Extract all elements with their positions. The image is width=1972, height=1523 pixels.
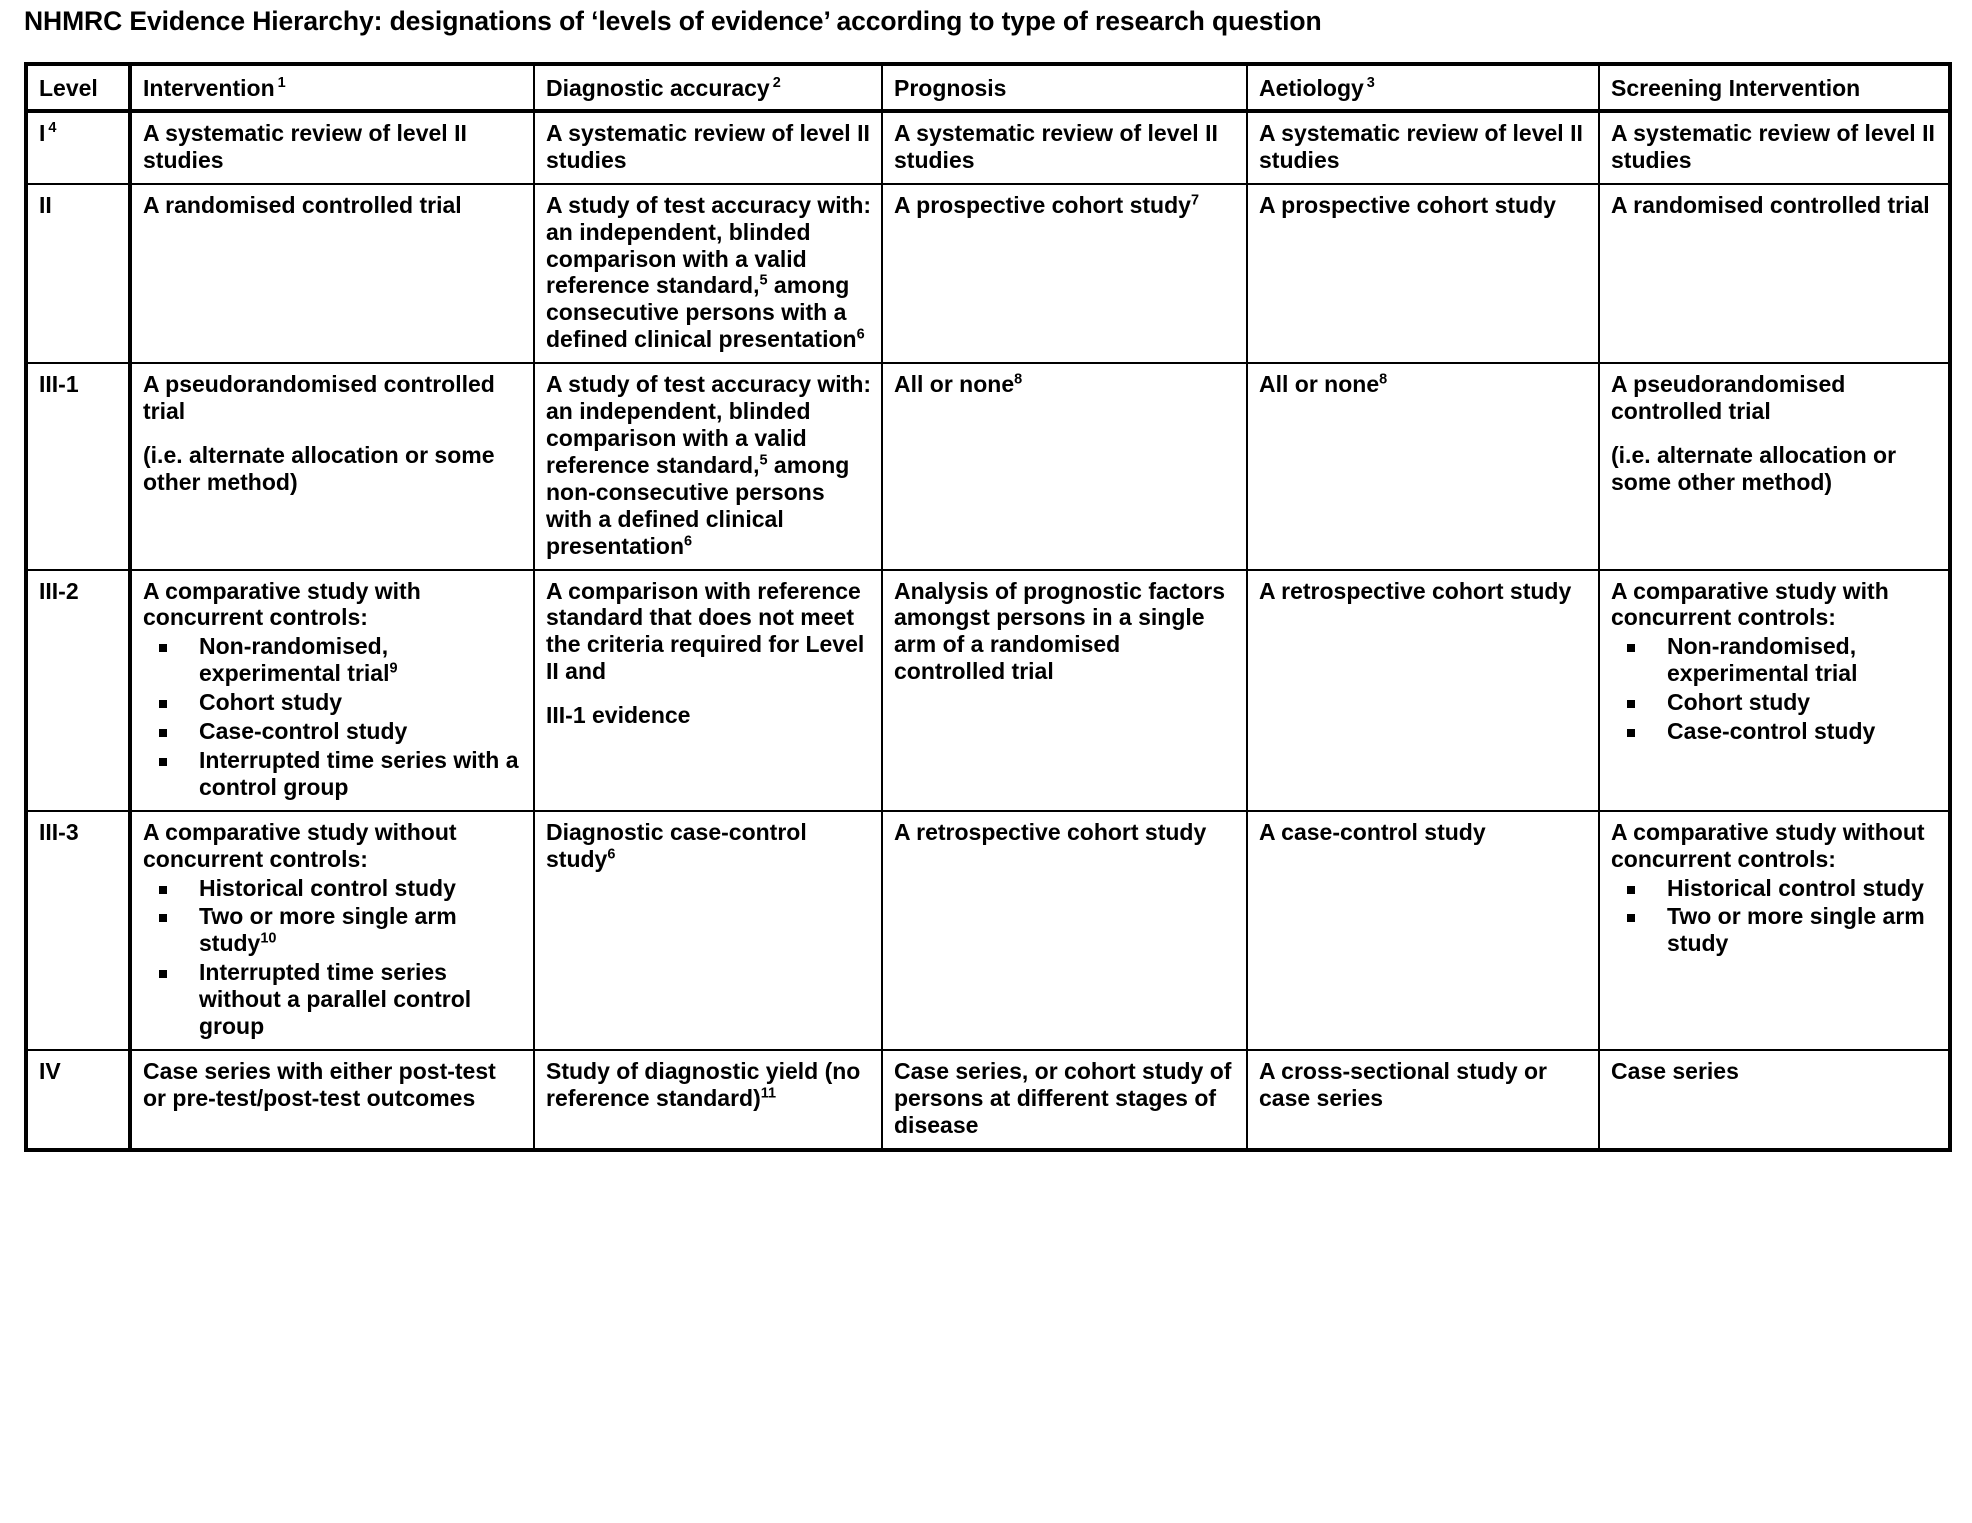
cell-ii-diagnostic [534, 184, 882, 363]
cell-text: Study of diagnostic yield (no reference standard) [546, 1058, 861, 1111]
cell-iii3-screening [1599, 811, 1950, 1050]
bullet-square-icon [1627, 886, 1635, 894]
cell-iii2-aetiology [1247, 570, 1599, 811]
level-cell-i [26, 111, 130, 184]
footnote-marker: 8 [1014, 371, 1023, 388]
level-cell-iii-2 [26, 570, 130, 811]
cell-text: A pseudorandomised controlled trial [143, 371, 495, 425]
cell-i-intervention [130, 111, 534, 184]
list-item-label: Historical control study [199, 874, 456, 901]
table-row [26, 184, 1950, 363]
list-item [143, 903, 524, 957]
bullet-square-icon [1627, 914, 1635, 922]
cell-iii2-prognosis [882, 570, 1247, 811]
list-item [1611, 903, 1939, 957]
cell-i-prognosis [882, 111, 1247, 184]
column-header-aetiology [1247, 64, 1599, 111]
cell-text: A prospective cohort study [1259, 191, 1556, 218]
cell-text: Diagnostic case-control study [546, 818, 807, 872]
cell-iii2-screening [1599, 570, 1950, 811]
list-item-label: Case-control study [1667, 718, 1876, 745]
column-header-prognosis-label: Prognosis [894, 75, 1007, 101]
bullet-square-icon [159, 729, 167, 737]
cell-ii-prognosis [882, 184, 1247, 363]
list-item-label: Historical control study [1667, 874, 1924, 901]
bullet-square-icon [159, 700, 167, 708]
cell-text: A randomised controlled trial [1611, 191, 1930, 218]
footnote-marker: 1 [277, 75, 286, 92]
level-cell-iv [26, 1050, 130, 1150]
list-item [1611, 718, 1939, 745]
footnote-marker: 4 [48, 120, 57, 137]
list-item [143, 959, 524, 1040]
level-label: III-3 [39, 818, 79, 845]
cell-iii1-prognosis [882, 363, 1247, 569]
table-row [26, 570, 1950, 811]
bullet-square-icon [159, 644, 167, 652]
cell-text: A systematic review of level II studies [1611, 119, 1935, 173]
list-item-label: Two or more single arm study [1667, 903, 1925, 957]
footnote-marker: 3 [1366, 75, 1375, 92]
bullet-list [143, 875, 524, 1040]
cell-iii2-intervention [130, 570, 534, 811]
column-header-prognosis [882, 64, 1247, 111]
cell-ii-aetiology [1247, 184, 1599, 363]
cell-text: A comparative study without concurrent controls: [143, 818, 457, 872]
cell-text: A case-control study [1259, 818, 1486, 845]
list-item-label: Interrupted time series with a control group [199, 746, 519, 800]
cell-text: A prospective cohort study [894, 191, 1191, 218]
cell-ii-screening [1599, 184, 1950, 363]
cell-i-diagnostic [534, 111, 882, 184]
list-item-label: Interrupted time series without a parallel control group [199, 959, 472, 1040]
bullet-square-icon [159, 914, 167, 922]
table-row [26, 811, 1950, 1050]
bullet-square-icon [159, 758, 167, 766]
cell-text: A retrospective cohort study [894, 818, 1207, 845]
level-label: IV [39, 1058, 61, 1084]
footnote-marker: 5 [759, 272, 768, 289]
cell-iii1-intervention [130, 363, 534, 569]
cell-text: A retrospective cohort study [1259, 577, 1572, 604]
cell-text: A pseudorandomised controlled trial [1611, 371, 1846, 425]
cell-text: A comparative study with concurrent controls: [1611, 577, 1889, 631]
page-title: NHMRC Evidence Hierarchy: designations of ‘levels of evidence’ according to type of research question [24, 6, 1322, 36]
level-label: III-2 [39, 577, 79, 604]
table-header-row [26, 64, 1950, 111]
footnote-marker: 10 [260, 930, 277, 947]
footnote-marker: 6 [607, 846, 616, 862]
bullet-square-icon [159, 970, 167, 978]
cell-text: A systematic review of level II studies [546, 119, 870, 173]
bullet-list [1611, 875, 1939, 958]
cell-text: All or none [894, 371, 1015, 398]
bullet-list [143, 633, 524, 800]
cell-text: Case series [1611, 1058, 1739, 1084]
cell-text: among non-consecutive persons with a defined clinical presentation [546, 451, 850, 559]
bullet-square-icon [1627, 644, 1635, 652]
cell-iii1-screening [1599, 363, 1950, 569]
list-item [1611, 689, 1939, 716]
cell-text: A study of test accuracy with: an independent, blinded comparison with a valid reference standard, [546, 191, 872, 299]
list-item-label: Cohort study [199, 689, 343, 716]
bullet-list [1611, 633, 1939, 745]
column-header-level [26, 64, 130, 111]
column-header-screening-intervention [1599, 64, 1950, 111]
cell-iii1-diagnostic [534, 363, 882, 569]
footnote-marker: 8 [1379, 371, 1388, 388]
column-header-diagnostic-accuracy-label: Diagnostic accuracy [546, 75, 770, 101]
footnote-marker: 6 [856, 326, 865, 343]
level-cell-ii [26, 184, 130, 363]
list-item [1611, 875, 1939, 902]
cell-i-screening [1599, 111, 1950, 184]
table-row [26, 111, 1950, 184]
footnote-marker: 2 [772, 75, 781, 92]
cell-text: Analysis of prognostic factors amongst persons in a single arm of a randomised controlled trial [894, 577, 1226, 685]
list-item [143, 747, 524, 801]
cell-text: III-1 evidence [546, 702, 691, 729]
cell-iii2-diagnostic [534, 570, 882, 811]
cell-text: A comparison with reference standard that does not meet the criteria required for Level II and [546, 577, 865, 685]
cell-iii3-intervention [130, 811, 534, 1050]
footnote-marker: 7 [1190, 192, 1199, 209]
column-header-intervention [130, 64, 534, 111]
bullet-square-icon [1627, 729, 1635, 737]
list-item [143, 875, 524, 902]
footnote-marker: 5 [759, 452, 768, 469]
cell-i-aetiology [1247, 111, 1599, 184]
cell-text: A randomised controlled trial [143, 191, 462, 218]
cell-iii3-diagnostic [534, 811, 882, 1050]
cell-iii3-aetiology [1247, 811, 1599, 1050]
cell-text: (i.e. alternate allocation or some other method) [1611, 441, 1897, 495]
footnote-marker: 11 [760, 1085, 777, 1102]
cell-iv-aetiology [1247, 1050, 1599, 1150]
column-header-screening-intervention-label: Screening Intervention [1611, 75, 1861, 101]
list-item [143, 689, 524, 716]
list-item-label: Non-randomised, experimental trial$^9$ [199, 633, 398, 687]
cell-text: (i.e. alternate allocation or some other method) [143, 441, 495, 495]
cell-text: Case series with either post-test or pre-test/post-test outcomes [143, 1058, 496, 1111]
level-label: I [39, 119, 46, 146]
cell-iv-diagnostic [534, 1050, 882, 1150]
table-row [26, 1050, 1950, 1150]
cell-text: A comparative study with concurrent controls: [143, 577, 421, 631]
cell-text: Case series, or cohort study of persons at different stages of disease [894, 1058, 1232, 1138]
cell-iv-prognosis [882, 1050, 1247, 1150]
list-item-label: Non-randomised, experimental trial [1667, 633, 1858, 687]
level-cell-iii-3 [26, 811, 130, 1050]
bullet-square-icon [159, 886, 167, 894]
cell-text: A cross-sectional study or case series [1259, 1058, 1548, 1111]
list-item [1611, 633, 1939, 687]
cell-iv-intervention [130, 1050, 534, 1150]
cell-iv-screening [1599, 1050, 1950, 1150]
cell-iii3-prognosis [882, 811, 1247, 1050]
table-row [26, 363, 1950, 569]
cell-text: A study of test accuracy with: an independent, blinded comparison with a valid reference standard, [546, 371, 872, 478]
list-item [143, 718, 524, 745]
footnote-marker: 9 [389, 660, 398, 677]
level-label: III-1 [39, 371, 79, 398]
cell-text: A systematic review of level II studies [1259, 119, 1583, 173]
list-item-label: Cohort study [1667, 689, 1811, 716]
footnote-marker: 6 [684, 532, 693, 549]
level-label: II [39, 191, 52, 218]
column-header-level-label: Level [39, 75, 98, 101]
level-cell-iii-1 [26, 363, 130, 569]
column-header-intervention-label: Intervention [143, 75, 275, 101]
list-item-label: Two or more single arm study$^{10}$ [199, 903, 457, 957]
bullet-square-icon [1627, 700, 1635, 708]
cell-iii1-aetiology [1247, 363, 1599, 569]
cell-text: A systematic review of level II studies [143, 119, 467, 173]
column-header-diagnostic-accuracy [534, 64, 882, 111]
column-header-aetiology-label: Aetiology [1259, 75, 1364, 101]
cell-text: among consecutive persons with a defined clinical presentation [546, 272, 857, 353]
evidence-hierarchy-table [24, 62, 1952, 1152]
cell-text: All or none [1259, 371, 1380, 398]
cell-ii-intervention [130, 184, 534, 363]
list-item-label: Case-control study [199, 718, 408, 745]
cell-text: A comparative study without concurrent controls: [1611, 818, 1925, 872]
list-item [143, 633, 524, 687]
cell-text: A systematic review of level II studies [894, 119, 1218, 173]
